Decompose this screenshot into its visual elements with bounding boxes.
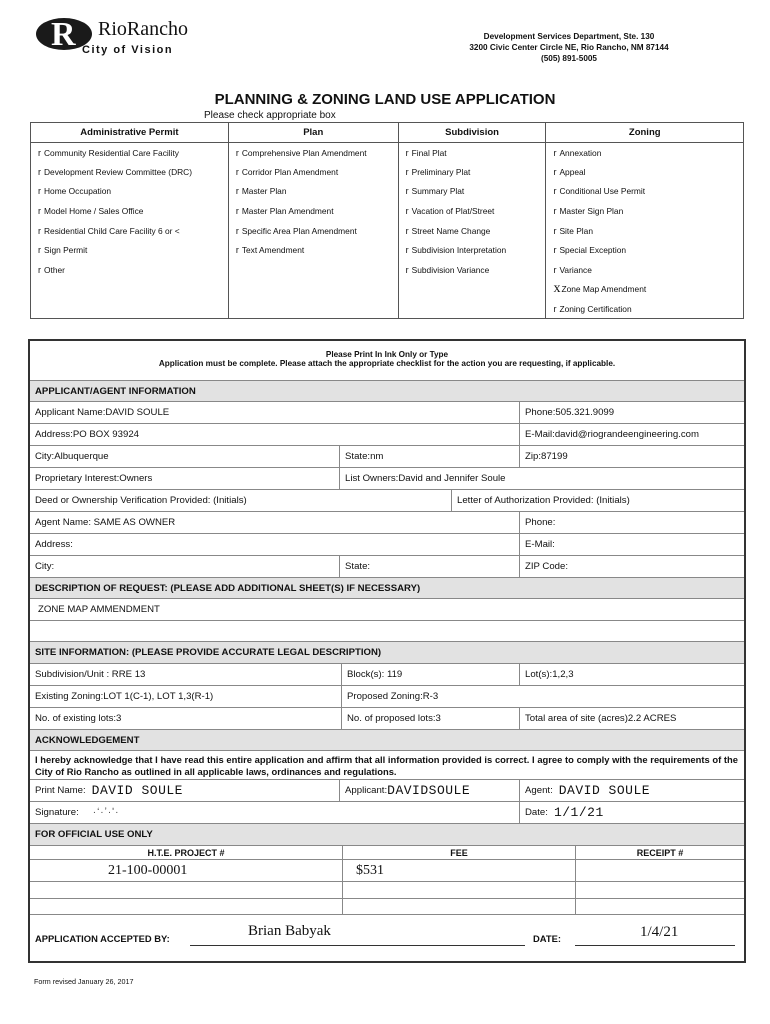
official-blank-row-2 (30, 899, 744, 915)
description-blank-row (30, 621, 744, 642)
date-field[interactable] (519, 802, 744, 823)
application-type-option[interactable] (31, 221, 229, 241)
department-address (404, 31, 734, 64)
option-label: Conditional Use Permit (559, 186, 646, 197)
application-type-option[interactable] (398, 221, 546, 241)
application-type-row (31, 162, 744, 182)
official-blank-row (30, 882, 744, 899)
checkbox-icon[interactable]: r (235, 166, 239, 177)
option-label: Appeal (559, 166, 586, 177)
section-title: APPLICANT/AGENT INFORMATION (35, 385, 196, 397)
option-label: Final Plat (411, 147, 447, 158)
agent-address-field[interactable]: Address: (35, 539, 73, 550)
option-label: Corridor Plan Amendment (241, 166, 339, 177)
applicant-label: Applicant: (345, 785, 388, 796)
application-type-table (30, 122, 744, 319)
application-type-option[interactable] (31, 162, 229, 182)
checkbox-icon[interactable]: r (405, 147, 409, 158)
option-label: Summary Plat (411, 186, 465, 197)
column-header: Plan (228, 123, 398, 143)
print-note-line-2: Application must be complete. Please attach the appropriate checklist for the action you are requesting, if applicable. (158, 359, 616, 368)
print-note-line-1: Please Print In Ink Only or Type (325, 350, 449, 359)
lots-count-row (30, 708, 744, 730)
applicant-sign-field[interactable] (339, 780, 519, 801)
acknowledgement-text: I hereby acknowledge that I have read this entire application and affirm that all information provided is correct. I agree to comply with the requirements of the City of Rio Rancho as outlined in all applicable laws, ordinances and regulations. (35, 754, 738, 777)
hte-extra-field[interactable] (30, 899, 342, 914)
list-owners-field[interactable]: List Owners:David and Jennifer Soule (339, 468, 744, 489)
checkbox-icon[interactable]: r (405, 206, 409, 217)
agent-city-row (30, 556, 744, 578)
checkbox-icon[interactable]: r (553, 166, 557, 177)
application-type-row (31, 143, 744, 163)
checkbox-icon[interactable]: r (38, 147, 41, 158)
accepted-date-line[interactable] (575, 945, 735, 946)
print-note (30, 341, 744, 381)
checkbox-icon[interactable]: r (38, 186, 41, 197)
checkbox-icon[interactable]: r (553, 147, 557, 158)
state-field[interactable]: State:nm (339, 446, 519, 467)
application-type-option[interactable] (31, 182, 229, 202)
proprietary-interest-field[interactable]: Proprietary Interest:Owners (35, 473, 153, 484)
application-type-row (31, 260, 744, 280)
address-row (30, 424, 744, 446)
empty-cell (31, 280, 229, 300)
option-label: Text Amendment (241, 245, 305, 256)
fee-value: $531 (356, 862, 384, 878)
checkbox-icon[interactable]: r (235, 225, 239, 236)
agent-sign-field[interactable] (519, 780, 744, 801)
application-type-option[interactable] (398, 182, 546, 202)
application-type-option[interactable] (398, 240, 546, 260)
option-label: Other (44, 264, 65, 275)
option-label: Street Name Change (411, 225, 491, 236)
application-type-option[interactable] (398, 143, 546, 163)
checkbox-icon[interactable]: r (553, 303, 557, 314)
acknowledgement-row (30, 751, 744, 780)
receipt-label: RECEIPT # (575, 846, 744, 859)
zoning-row (30, 686, 744, 708)
checkbox-icon[interactable]: r (405, 245, 409, 256)
option-label: Home Occupation (44, 186, 112, 197)
application-type-row (31, 182, 744, 202)
option-label: Community Residential Care Facility (44, 147, 179, 158)
column-header: Zoning (546, 123, 744, 143)
option-label: Model Home / Sales Office (44, 206, 144, 217)
lots-field[interactable]: Lot(s):1,2,3 (519, 664, 744, 685)
checkbox-icon[interactable]: r (405, 186, 409, 197)
checkbox-icon[interactable]: r (405, 166, 409, 177)
form-revision-note: Form revised January 26, 2017 (34, 977, 134, 986)
official-columns-row (30, 846, 744, 860)
option-label: Subdivision Variance (411, 264, 490, 275)
option-label: Development Review Committee (DRC) (44, 166, 192, 177)
agent-value: DAVID SOULE (558, 783, 651, 798)
option-label: Site Plan (559, 225, 593, 236)
agent-city-field[interactable]: City: (35, 561, 55, 572)
checkbox-icon[interactable]: r (38, 264, 41, 275)
empty-cell (228, 260, 398, 280)
phone-field[interactable]: Phone:505.321.9099 (519, 402, 744, 423)
accepted-by-line[interactable] (190, 945, 525, 946)
option-label: Special Exception (559, 245, 627, 256)
application-type-option[interactable] (546, 260, 744, 280)
application-type-row (31, 240, 744, 260)
description-row (30, 599, 744, 621)
subdivision-field[interactable]: Subdivision/Unit : RRE 13 (35, 669, 146, 680)
agent-address-row (30, 534, 744, 556)
dept-line-3: (505) 891-5005 (541, 54, 597, 63)
application-type-option[interactable] (228, 162, 398, 182)
letter-authorization-field[interactable]: Letter of Authorization Provided: (Initials) (451, 490, 744, 511)
option-label: Comprehensive Plan Amendment (241, 147, 367, 158)
application-type-row (31, 280, 744, 300)
check-note: Please check appropriate box (204, 110, 336, 121)
accepted-by-value: Brian Babyak (248, 923, 331, 939)
application-type-option[interactable] (546, 240, 744, 260)
checkbox-icon[interactable]: r (235, 206, 239, 217)
section-title: SITE INFORMATION: (PLEASE PROVIDE ACCURATE LEGAL DESCRIPTION) (35, 647, 382, 658)
accepted-by-label: APPLICATION ACCEPTED BY: (35, 933, 170, 944)
option-label: Master Plan Amendment (241, 206, 334, 217)
application-type-header (31, 123, 744, 143)
total-area-field[interactable]: Total area of site (acres)2.2 ACRES (519, 708, 744, 729)
section-title: DESCRIPTION OF REQUEST: (PLEASE ADD ADDITIONAL SHEET(S) IF NECESSARY) (35, 582, 421, 594)
dept-line-1: Development Services Department, Ste. 130 (483, 32, 655, 41)
application-type-option[interactable] (546, 280, 744, 300)
receipt-extra-field[interactable] (575, 899, 744, 914)
receipt-extra-field[interactable] (575, 882, 744, 898)
fee-label: FEE (342, 846, 575, 859)
existing-zoning-field[interactable]: Existing Zoning:LOT 1(C-1), LOT 1,3(R-1) (35, 691, 214, 702)
dept-line-2: 3200 Civic Center Circle NE, Rio Rancho, NM 87144 (469, 43, 669, 52)
existing-lots-field[interactable]: No. of existing lots:3 (35, 713, 122, 724)
application-type-option[interactable] (31, 240, 229, 260)
agent-label: Agent: (525, 785, 553, 796)
description-section-header (30, 578, 744, 599)
application-type-option[interactable] (228, 201, 398, 221)
application-type-row (31, 299, 744, 319)
application-type-option[interactable] (546, 299, 744, 319)
hte-value: 21-100-00001 (108, 862, 188, 878)
form-title: PLANNING & ZONING LAND USE APPLICATION (214, 91, 556, 108)
application-type-option[interactable] (228, 221, 398, 241)
verification-row (30, 490, 744, 512)
date-value: 1/1/21 (553, 805, 604, 820)
date-label: Date: (525, 807, 548, 818)
checkbox-icon[interactable]: r (38, 166, 41, 177)
receipt-field[interactable] (575, 860, 744, 881)
option-label: Sign Permit (44, 245, 88, 256)
section-title: ACKNOWLEDGEMENT (35, 734, 140, 746)
application-type-option[interactable] (546, 201, 744, 221)
logo-name: RioRancho (98, 18, 188, 40)
applicant-section-header (30, 381, 744, 402)
option-label: Preliminary Plat (411, 166, 471, 177)
city-logo (36, 14, 186, 60)
checkbox-icon[interactable]: r (405, 264, 409, 275)
application-type-option[interactable] (31, 201, 229, 221)
checked-box-icon[interactable]: x (553, 281, 561, 297)
agent-phone-field[interactable]: Phone: (519, 512, 744, 533)
print-name-label: Print Name: (35, 785, 86, 796)
address-field[interactable]: Address:PO BOX 93924 (35, 429, 139, 440)
option-label: Vacation of Plat/Street (411, 206, 495, 217)
application-form (28, 339, 746, 963)
description-field[interactable]: ZONE MAP AMMENDMENT (38, 604, 160, 615)
application-type-option[interactable] (398, 201, 546, 221)
option-label: Annexation (559, 147, 602, 158)
official-values-row (30, 860, 744, 882)
deed-verification-field[interactable]: Deed or Ownership Verification Provided: (Initials) (35, 495, 247, 506)
checkbox-icon[interactable]: r (553, 206, 557, 217)
signature-mark: ·ʻ·ʼ·ʹ· (92, 807, 120, 818)
print-name-value: DAVID SOULE (91, 783, 183, 798)
checkbox-icon[interactable]: r (235, 186, 239, 197)
agent-name-row (30, 512, 744, 534)
acknowledgement-section-header (30, 730, 744, 751)
checkbox-icon[interactable]: r (38, 245, 41, 256)
application-type-option[interactable] (228, 143, 398, 163)
option-label: Master Plan (241, 186, 287, 197)
zip-field[interactable]: Zip:87199 (519, 446, 744, 467)
agent-zip-field[interactable]: ZIP Code: (519, 556, 744, 577)
print-name-row (30, 780, 744, 802)
application-type-option[interactable] (546, 162, 744, 182)
checkbox-icon[interactable]: r (553, 186, 557, 197)
option-label: Zoning Certification (559, 303, 632, 314)
hte-extra-field[interactable] (30, 882, 342, 898)
checkbox-icon[interactable]: r (38, 206, 41, 217)
proprietary-row (30, 468, 744, 490)
option-label: Master Sign Plan (559, 206, 624, 217)
hte-label: H.T.E. PROJECT # (147, 847, 225, 858)
applicant-value: DAVIDSOULE (387, 783, 471, 798)
print-name-field[interactable] (30, 780, 339, 801)
signature-row (30, 802, 744, 824)
option-label: Residential Child Care Facility 6 or < (44, 225, 180, 236)
application-type-option[interactable] (31, 260, 229, 280)
application-type-option[interactable] (398, 260, 546, 280)
column-header: Subdivision (398, 123, 546, 143)
hte-project-field[interactable] (30, 860, 342, 881)
empty-cell (228, 299, 398, 319)
option-label: Specific Area Plan Amendment (241, 225, 357, 236)
applicant-name-field[interactable]: Applicant Name:DAVID SOULE (35, 407, 170, 418)
description-extra-field[interactable] (30, 621, 744, 641)
agent-email-field[interactable]: E-Mail: (519, 534, 744, 555)
acceptance-row (30, 915, 744, 961)
empty-cell (228, 280, 398, 300)
checkbox-icon[interactable]: r (553, 245, 557, 256)
fee-extra-field[interactable] (342, 882, 575, 898)
checkbox-icon[interactable]: r (553, 264, 557, 275)
application-type-option[interactable] (546, 182, 744, 202)
email-field[interactable]: E-Mail:david@riograndeengineering.com (519, 424, 744, 445)
checkbox-icon[interactable]: r (405, 225, 409, 236)
application-type-option[interactable] (228, 182, 398, 202)
site-section-header (30, 642, 744, 664)
city-field[interactable]: City:Albuquerque (35, 451, 109, 462)
empty-cell (31, 299, 229, 319)
proposed-lots-field[interactable]: No. of proposed lots:3 (341, 708, 519, 729)
application-type-option[interactable] (31, 143, 229, 163)
logo-tagline: City of Vision (82, 44, 174, 56)
application-type-row (31, 201, 744, 221)
agent-state-field[interactable]: State: (339, 556, 519, 577)
agent-name-field[interactable]: Agent Name: SAME AS OWNER (35, 517, 176, 528)
column-header: Administrative Permit (31, 123, 229, 143)
checkbox-icon[interactable]: r (38, 225, 41, 236)
option-label: Zone Map Amendment (561, 284, 647, 295)
checkbox-icon[interactable]: r (553, 225, 557, 236)
fee-field[interactable] (342, 860, 575, 881)
option-label: Subdivision Interpretation (411, 245, 507, 256)
empty-cell (398, 299, 546, 319)
checkbox-icon[interactable]: r (235, 147, 239, 158)
application-type-option[interactable] (228, 240, 398, 260)
fee-extra-field[interactable] (342, 899, 575, 914)
applicant-name-row (30, 402, 744, 424)
city-row (30, 446, 744, 468)
logo-letter: R (51, 16, 75, 53)
application-type-option[interactable] (546, 143, 744, 163)
official-section-header (30, 824, 744, 846)
option-label: Variance (559, 264, 592, 275)
application-type-row (31, 221, 744, 241)
accepted-date-label: DATE: (533, 933, 561, 944)
subdivision-row (30, 664, 744, 686)
section-title: FOR OFFICIAL USE ONLY (35, 829, 153, 840)
application-type-option[interactable] (398, 162, 546, 182)
signature-label: Signature: (35, 807, 79, 818)
empty-cell (398, 280, 546, 300)
checkbox-icon[interactable]: r (235, 245, 239, 256)
proposed-zoning-field[interactable]: Proposed Zoning:R-3 (341, 686, 744, 707)
signature-field[interactable] (30, 802, 519, 823)
application-type-option[interactable] (546, 221, 744, 241)
blocks-field[interactable]: Block(s): 119 (341, 664, 519, 685)
accepted-date-value: 1/4/21 (640, 924, 679, 940)
